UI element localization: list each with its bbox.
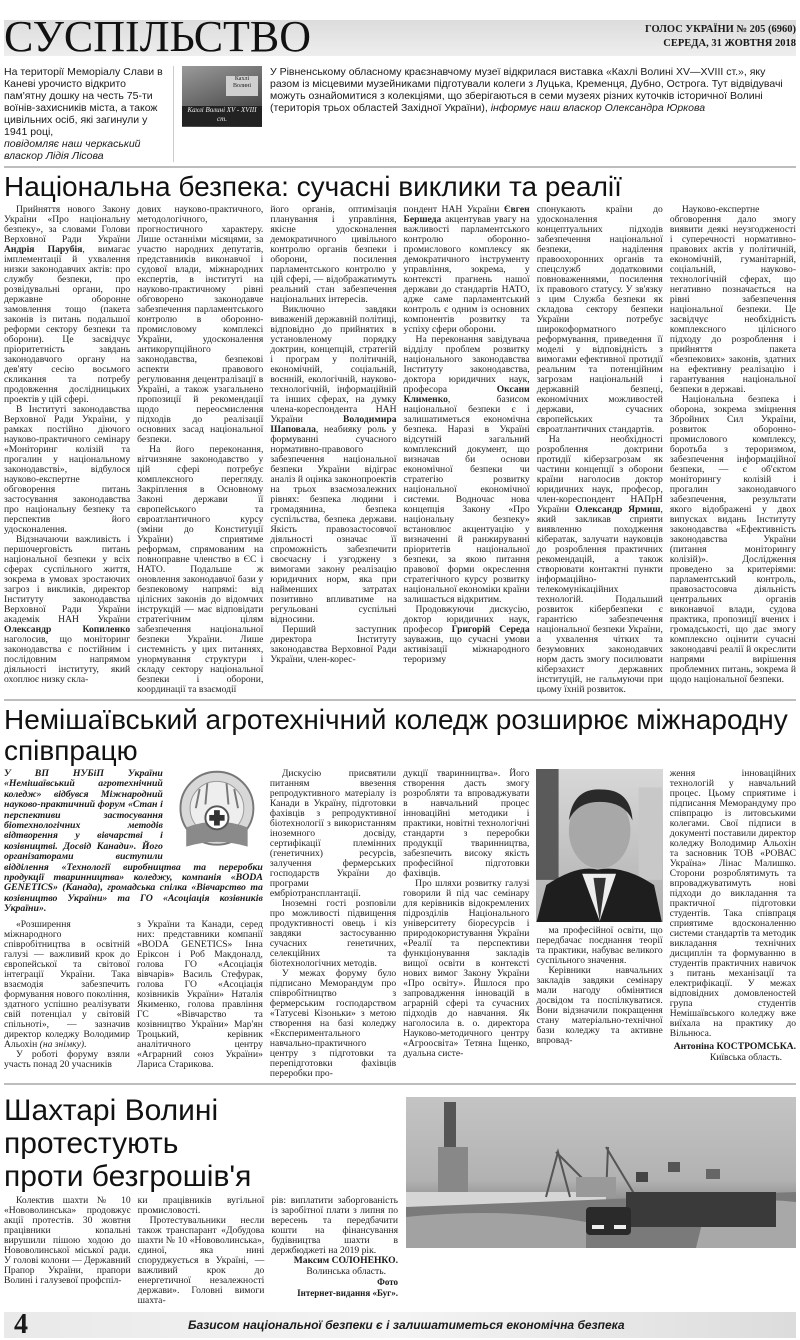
footer-slogan: Базисом національної безпеки є і залишатиметься економічна безпека (188, 1318, 625, 1332)
paragraph: з України та Канади, серед них: представники компанії «BODA GENETICS» Інна Еріксон і Роб Макдоналд, голова ГО «Асоціація вівчарів» Василь Стефурак, голова ГО «Асоціація козівників України» Наталія Якименко, голова правління ГС «Вівчарство та козівництво України» Мар'ян Троцький, керівник аналітичного центру «Аграрний союз України» Лариса Старикова. (136, 918, 263, 1070)
portrait-image (536, 769, 662, 922)
teaser-right (270, 66, 796, 162)
paragraph: ма професійної освіти, що передбачає поєднання теорії та практики, набуває великого суспільного значення. (536, 925, 663, 966)
article3-title (4, 1091, 398, 1196)
article1-column (270, 205, 396, 665)
article3-text-block (4, 1091, 398, 1306)
article2-lead-text: У ВП НУБіП України «Немішаївський агротехнічний коледж» відбувся Міжнародний науково-практичний форум «Стан і перспективи застосування біотехнологічних методів відтворення у вівчарстві і козівництві. Досвід Канади». Його організаторами виступили відділення «Технології виробництва та переробки продукції тваринництва» коледжу, компанія «BODA GENETICS» (Канада), громадська спілка «Вівчарство та козівництво України» та ГО «Асоціація козівників України». (4, 768, 263, 915)
paragraph: Національна безпека і оборона, зокрема зміцнення Збройних Сил України, розвиток оборонно-промислового комплексу, боротьба з тероризмом, забезпечення інформаційної безпеки, — є об'єктом моніторингу колізій і прогалин законодавчого забезпечення, результати якого відображені у двох випусках видань Інституту законодавства «Ефективність законодавства України (питання моніторингу колізій)». Дослідження проведено за критеріями: парламентський контроль, правозастосовча діяльність центральних органів виконавчої влади, судова практика, пропозиції вчених і громадськості, що дає змогу комплексно оцінити сучасні законодавчі реалії й окреслити напрями вирішення проблемних питань, зокрема й щодо національної безпеки. (669, 394, 797, 685)
article2-lead-block (4, 769, 263, 1070)
paragraph: ження інноваційних технологій у навчальний процес. Цьому сприятиме і підписання Меморандуму про співпрацю із литовськими колегами. Свої підписи в документі поставили директор коледжу Володимир Альохін та засновник ТОВ «РОВАС Україна» Лінас Малишко. Сторони розроблятимуть та впроваджуватимуть нові підходи до викладання та практичної підготовки студентів. Така співпраця сприятиме вдосконаленню системи стандартів та методик викладання технічних дисциплін та формуванню в студентів практичних навичок з питань механізації та електрифікації. У межах відповідних домовленостей група студентів Немішаївського коледжу вже виїхала на практику до Вільнюса. (669, 768, 796, 1039)
college-emblem-icon (167, 769, 263, 859)
paragraph: У межах форуму було підписано Меморандум про співробітництво з фермерським господарством «Татусеві Кізоньки» з метою створення на базі коледжу «Експериментального навчально-практичного центру з підготовки та перепідготовки фахівців переробки про- (269, 968, 397, 1079)
masthead (4, 0, 796, 60)
paragraph: На переконання завідувача відділу проблем розвитку національного законодавства Інституту законодавства, доктора юридичних наук, професора Оксани Клименко, базисом національної безпеки є і залишатиметься економічна безпека. Наразі в Україні відсутній загальний комплексний документ, що визначав би основи економічної безпеки чи стратегію розвитку національної економічної системи. Водночас нова концепція Закону «Про національну безпеку» встановлює акцентуацію у визначенні й ранжируванні пріоритетів національної безпеки, за якою питання правової форми окреслення стратегічного курсу розвитку національної економіки країни залишається відкритим. (403, 334, 530, 605)
person-name: Олександр Ярмиш (575, 504, 661, 515)
article2-column (670, 769, 796, 1039)
article2-column (270, 769, 396, 1079)
miners-protest-photo (406, 1097, 796, 1248)
paragraph: спонукають країни до удосконалення концептуальних підходів забезпечення національної безпеки, наділення правоохоронних органів та спецслужб додатковими повноваженнями, посилення їх правового статусу. У зв'язку з цим Служба безпеки як складова сектору безпеки України потребує широкоформатного реформування, приведення її моделі у відповідність з вимогами ефективної протидії реальним та потенційним загрозам національній і державній безпеці, економічних можливостей держави, сучасних європейських та євроатлантичних стандартів. (536, 204, 663, 435)
photo-credit: Інтернет-видання «Буг». (297, 1287, 399, 1298)
paragraph: Про шляхи розвитку галузі говорили й під час семінару для керівників відокремлених підрозділів Національного університету біоресурсів і природокористування України «Реалії та перспективи функціонування закладів вищої освіти в контексті нових вимог Закону України «Про освіту». Йшлося про запровадження інновацій в аграрній сфері та сучасних підходів до навчання. Як наголосила в. о. директора Науково-методичного центру «Агроосвіта» Тетяна Іщенко, дуальна систе- (403, 878, 530, 1059)
paragraph: В Інституті законодавства Верховної Ради України, у рамках постійно діючого науково-практичного семінару «Моніторинг колізій та прогалин у національному законодавстві», відбулося науково-експертне обговорення питань застосування законодавства про національну безпеку та перспектив його удосконалення. (4, 404, 131, 535)
article1-column (670, 205, 796, 685)
paragraph: Керівники навчальних закладів завдяки семінару мали нагоду обмінятися досвідом та поспілкуватися. Вони відзначили покращення стану матеріально-технічної бази коледжу та активне впровад- (536, 965, 663, 1046)
article2-lead (4, 769, 263, 915)
article3-column (4, 1196, 131, 1286)
paragraph: дукції тваринництва». Його створення дасть змогу розробляти та впроваджувати в навчальний процес інноваційні методики і практики, новітні технологічні стандарти з переробки продукції тваринництва, забезпечить високу якість професійної підготовки фахівців. (403, 768, 530, 879)
photo-label: Фото (377, 1277, 399, 1287)
article2-title: Немішаївський агротехнічний коледж розширює міжнародну співпрацю (4, 704, 788, 766)
paragraph: пондент НАН України Євген Бершеда акцентував увагу на важливості парламентського контролю оборонно-промислового комплексу як демократичного інструменту управління, зокрема, у контексті прагнень нашої держави до стандартів НАТО, адже саме парламентський контроль є одним із основних компонентів розвитку та успіху сфери оборони. (403, 204, 530, 335)
teaser-left (4, 66, 174, 162)
issue-info (645, 23, 796, 51)
issue-date: СЕРЕДА, 31 ЖОВТНЯ 2018 (663, 38, 796, 49)
article-college (4, 701, 796, 1085)
exhibition-caption: Кахлі Волині XV - XVIII ст. (182, 106, 262, 126)
director-portrait-photo (536, 769, 662, 922)
college-emblem (167, 769, 263, 859)
article1-column (404, 205, 530, 665)
protest-scene (406, 1097, 796, 1248)
paragraph: його органів, оптимізація планування і управління, якісне удосконалення демократичного цивільного контролю органів безпеки і оборони, посилення парламентського контролю у цій сфері, — відображатимуть реальний стан забезпечення національних інтересів. (270, 204, 397, 305)
article2-region: Київська область. (709, 1051, 782, 1063)
paragraph: Іноземні гості розповіли про можливості підвищення продуктивності овець і кіз завдяки застосуванню сучасних генетичних, селекційних та біотехнологічних методів. (269, 898, 397, 969)
article3-author: Максим СОЛОНЕНКО. (293, 1255, 399, 1266)
article2-author: Антоніна КОСТРОМСЬКА. (673, 1041, 796, 1052)
paragraph: ки працівників вугільної промисловості. (137, 1195, 265, 1216)
paragraph: «Розширення міжнародного співробітництва в освітній галузі — важливий крок до європейської та світової інтеграції України. Така взаємодія забезпечить формування нового покоління, здатного успішно реалізувати свій потенціал у світовій спільноті», — зазначив директор коледжу Володимир Альохін (на знімку). (4, 918, 130, 1050)
article3-title-line: проти безгрошів'я (4, 1160, 252, 1193)
teaser-left-text: На території Меморіалу Слави в Каневі урочисто відкрито пам'ятну дошку на честь 75-ти воїнів-захисників міста, а також цивільних осіб, які загинули у 1941 році, (4, 66, 163, 138)
person-name: Олександр Копиленко (4, 624, 131, 635)
rubric-title: СУСПІЛЬСТВО (4, 12, 312, 61)
person-name: Євген Бершеда (403, 204, 530, 225)
teaser-right-text: У Рівненському обласному краєзнавчому музеї відкрилася виставка «Кахлі Волині XV—XVIII ст.», яку разом із місцевими музейниками підготували колеги з Луцька, Кременця, Дубно, Острога. Тут відвідувачі можуть ознайомитися з колекціями, що зберігаються в семи музеях різних куточків історичної Волині (територія трьох областей Західної України), (270, 66, 783, 114)
article1-columns (4, 205, 796, 695)
photo-note: (на знімку) (39, 1038, 85, 1050)
article2-photo-block (536, 769, 662, 1046)
person-name: Оксани Клименко (403, 384, 530, 405)
paragraph: рів: виплатити заборгованість із заробітної плати з липня по вересень та передбачити кошти на фінансування будівництва шахти в держбюджеті на 2019 рік. (271, 1195, 399, 1256)
article1-title: Національна безпека: сучасні виклики та реалії (4, 171, 622, 202)
article-national-security (4, 168, 796, 701)
article2-column (137, 920, 263, 1070)
paragraph: Виключно завдяки виваженій державній політиці, відповідно до прийнятих в установленому порядку доктрин, концепцій, стратегій і програм у політичній, економічній, соціальній, воєнній, екологічній, науково-технологічній, інформаційній та інших сферах, на думку члена-кореспондента НАН України Володимира Шаповала, неабияку роль у формуванні сучасного нормативно-правового забезпечення національної безпеки України відіграє аналіз й оцінка законопроектів на трьох взаємозалежних рівнях: безпека людини і громадянина, безпека суспільства, безпека держави. Якість правозастосовчої діяльності означає її спроможність забезпечити своєчасну і узгоджену з вимогами закону реалізацію юридичних норм, яка при найменших затратах позитивно впливатиме на регульовані суспільні відносини. (270, 304, 397, 625)
article3-region: Волинська область. (306, 1265, 387, 1277)
paragraph: Перший заступник директора Інституту законодавства Верховної Ради України, член-корес- (270, 624, 397, 665)
person-name: Григорій Середа (451, 624, 530, 635)
article3-columns (4, 1196, 398, 1306)
exhibition-poster: Кахлі Волині (226, 76, 258, 96)
tiles-exhibition-photo (182, 66, 262, 127)
article2-column (536, 926, 662, 1046)
person-name: Андрія Парубія (4, 244, 83, 255)
teaser-right-credit: інформує наш власкор Олександра Юркова (490, 102, 706, 114)
article1-column (137, 205, 263, 695)
paragraph: дових науково-практичного, методологічного, прогностичного характеру. Лише останніми місяцями, за участю народних депутатів, представників виконавчої і судової влади, міжнародних експертів, в інституті на науково-практичному рівні обговорено законодавче забезпечення парламентського контролю в оборонно-промисловому комплексі України, удосконалення антикорупційного законодавства, безпекові аспекти правового регулювання децентралізації в Україні, а також узагальнено пропозиції й рекомендації щодо переосмислення підходів до реалізації основних засад національної безпеки. (137, 204, 264, 445)
article2-column (403, 769, 529, 1059)
paragraph: Науково-експертне обговорення дало змогу виявити деякі неузгодженості і суперечності нормативно-правових актів у політичній, економічній, гуманітарній, соціальній, науково-технологічній сферах, що негативно позначається на рівні забезпечення національної безпеки. Це засвідчує необхідність комплексного цілісного підходу до розроблення і прийняття пакета «безпекових» законів, здатних на ефективну реалізацію і гарантування національної безпеки в державі. (669, 204, 797, 395)
teaser-left-credit: повідомляє наш черкаський власкор Лідія Лісова (4, 138, 141, 162)
article2-lead-columns (4, 920, 263, 1070)
paragraph: На його переконання, вітчизняне законодавство у цій сфері потребує комплексного перегляду. Закріплення в Основному Законі держави її європейського та євроатлантичного курсу (зміни до Конституції України) сприятиме реформам, спрямованим на повноправне членство в ЄС і НАТО. Подальше ж оновлення законодавчої бази у безпековому напрямі: від цілісних законів до відомчих інструкцій — має відповідати стратегічним цілям забезпечення національної безпеки України. Лише системність у цих питаннях, унормування структури і складу сектору національної безпеки і оборони, координації та взаємодії (137, 444, 264, 695)
paragraph: Продовжуючи дискусію, доктор юридичних наук, професор Григорій Середа зауважив, що сучасні умови активізації міжнародного тероризму (403, 604, 530, 665)
article2-last-block (670, 769, 796, 1063)
article1-column (4, 205, 130, 685)
paragraph: На необхідності розроблення доктрини протидії кіберзагрозам як частини концепції з оборони країни наголосив доктор юридичних наук, професор, член-кореспондент НАПрН України Олександр Ярмиш, який закликав сприяти виявленню походження кібератак, залучати науковців до розроблення практичних рекомендацій, а також створювати контактні пункти інформаційно-телекомунікаційних технологій. Подальший розвиток кібербезпеки є гарантією забезпечення національної безпеки України, а ухвалення чітких та безумовних законодавчих норм дасть змогу посилювати кіберзахист державних інституцій, не гальмуючи при цьому їхній розвиток. (536, 434, 663, 695)
person-name: Володимира Шаповала (270, 414, 397, 435)
article3-column (138, 1196, 265, 1306)
page-number: 4 (14, 1309, 28, 1340)
article3-last-block (271, 1196, 398, 1298)
article3-column (271, 1196, 398, 1256)
paragraph: У роботі форуму взяли участь понад 20 учасників (4, 1048, 130, 1070)
paragraph: Відзначаючи важливість і першочерговість питань національної безпеки у всіх сферах суспільного життя, зокрема в умовах зростаючих загроз і викликів, директор Інституту законодавства Верховної Ради України академік НАН України Олександр Копиленко наголосив, що моніторинг законодавства є постійним і послідовним напрямом діяльності інституту, який охоплює низку скла- (4, 534, 131, 685)
teasers-row (4, 60, 796, 168)
article1-column (537, 205, 663, 695)
issue-number: ГОЛОС УКРАЇНИ № 205 (6960) (645, 24, 796, 35)
article2-column (4, 920, 130, 1070)
paragraph: Колектив шахти № 10 «Нововолинська» продовжує акції протестів. 30 жовтня працівники копальні вирушили пішою ходою до Нововолинської міської ради. У голові колони — Державний Прапор України, прапори Волині і галузевої профспіл- (4, 1195, 131, 1286)
paragraph: Прийняття нового Закону України «Про національну безпеку», за словами Голови Верховної Ради України Андрія Парубія, вимагає імплементації й ухвалення низки законодавчих актів: про службу безпеки, про розвідувальні органи, про державне оборонне замовлення тощо (пакета законів із питань подальшої реформи сектору безпеки та оборони). Це засвідчує пріоритетність завдань законодавчого органу на дев'яту сесію восьмого скликання та потребу продовження дослідницьких проектів у цій сфері. (4, 204, 131, 405)
paragraph: Дискусію присвятили питанням ввезення репродуктивного матеріалу із Канади в Україну, підготовки фахівців з репродуктивної біотехнології з використанням іноземного досвіду, сертифікації племінних (генетичних) ресурсів, залучення фермерських господарств України до програми ембріотрансплантації. (269, 768, 397, 899)
footer-bar (4, 1309, 796, 1340)
article2-columns (4, 769, 796, 1079)
paragraph: Протестувальники несли також транспарант «Добудова шахти № 10 «Нововолинська», єдиної, яка нині споруджується в Україні, — важливий крок до енергетичної незалежності держави». Головні вимоги шахта- (137, 1215, 265, 1306)
article3-title-line: Шахтарі Волині протестують (4, 1094, 219, 1160)
article-miners (4, 1085, 796, 1306)
